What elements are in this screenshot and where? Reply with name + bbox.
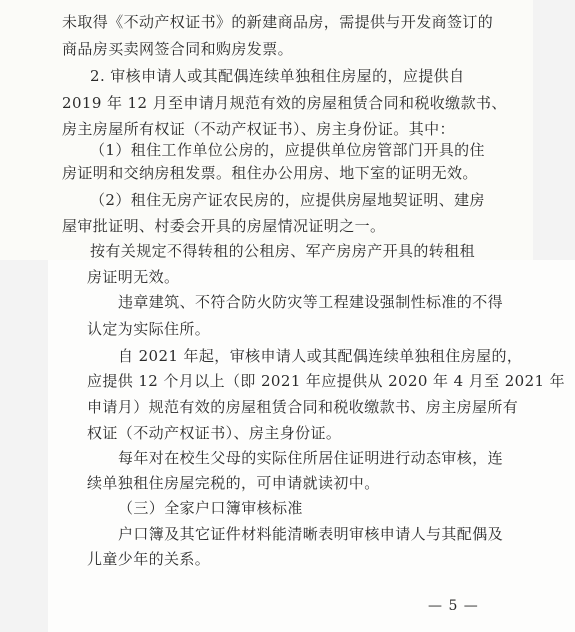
text-line: 房主房屋所有权证（不动产权证书）、房主身份证。其中：: [62, 120, 455, 138]
text-line: 未取得《不动产权证书》的新建商品房，需提供与开发商签订的: [62, 13, 494, 31]
section-heading: （三）全家户口簿审核标准: [118, 499, 303, 517]
text-line: （1）租住工作单位公房的，应提供单位房管部门开具的住: [90, 141, 485, 159]
text-line: 屋审批证明、村委会开具的房屋情况证明之一。: [62, 217, 386, 235]
text-line: 户口簿及其它证件材料能清晰表明审核申请人与其配偶及: [118, 525, 504, 543]
text-line: 儿童少年的关系。: [87, 550, 211, 568]
text-line: 认定为实际住所。: [87, 320, 211, 338]
scan-page-bottom: [48, 260, 575, 632]
text-line: 房证明和交纳房租发票。租住办公用房、地下室的证明无效。: [62, 164, 478, 182]
text-line: 每年对在校生父母的实际住所居住证明进行动态审核，连: [118, 449, 504, 467]
text-line: 应提供 12 个月以上（即 2021 年应提供从 2020 年 4 月至 2021 年: [87, 372, 566, 390]
text-line: 申请月）规范有效的房屋租赁合同和税收缴款书、房主房屋所有: [87, 398, 519, 416]
text-line: 2019 年 12 月至申请月规范有效的房屋租赁合同和税收缴款书、: [62, 94, 507, 112]
text-line: 续单独租住房屋完税的，可申请就读初中。: [87, 474, 380, 492]
text-line: 2. 审核申请人或其配偶连续单独租住房屋的，应提供自: [90, 67, 465, 85]
text-line: 房证明无效。: [87, 268, 180, 286]
text-line: 违章建筑、不符合防火防灾等工程建设强制性标准的不得: [118, 293, 504, 311]
page-number: — 5 —: [428, 598, 479, 614]
text-line: 商品房买卖网签合同和购房发票。: [62, 40, 294, 58]
text-line: 按有关规定不得转租的公租房、军产房房产开具的转租租: [90, 242, 476, 260]
text-line: 权证（不动产权证书）、房主身份证。: [87, 424, 342, 442]
text-line: （2）租住无房产证农民房的，应提供房屋地契证明、建房: [90, 191, 485, 209]
text-line: 自 2021 年起，审核申请人或其配偶连续单独租住房屋的，: [118, 347, 523, 365]
